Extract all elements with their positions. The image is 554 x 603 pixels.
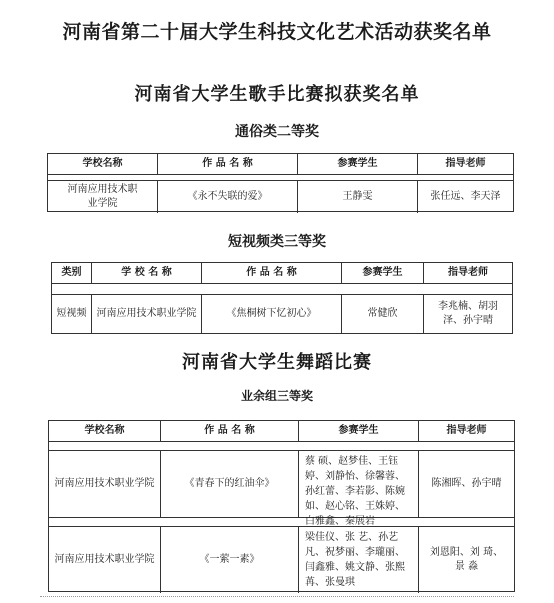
dance-section-title: 河南省大学生舞蹈比赛 — [182, 352, 372, 373]
row-gap — [52, 284, 512, 295]
header-category: 类别 — [52, 263, 92, 283]
cell-work: 《永不失联的爱》 — [158, 181, 298, 213]
video-subtitle: 短视频类三等奖 — [228, 234, 326, 250]
table-row — [48, 181, 513, 213]
header-school: 学校名称 — [49, 421, 161, 441]
header-work: 作 品 名 称 — [202, 263, 342, 283]
table-header — [49, 421, 514, 442]
header-student: 参赛学生 — [299, 421, 419, 441]
singer-section-title: 河南省大学生歌手比赛拟获奖名单 — [134, 84, 420, 105]
cell-student: 王静雯 — [298, 181, 418, 213]
header-student: 参赛学生 — [298, 154, 418, 174]
row-gap — [49, 518, 514, 527]
cell-teacher: 李兆楠、胡羽泽、孙宇晴 — [438, 301, 498, 326]
header-student: 参赛学生 — [342, 263, 424, 283]
row-gap — [49, 442, 514, 451]
cell-work: 《青春下的红油伞》 — [161, 451, 299, 517]
cell-student: 常健欣 — [342, 295, 424, 333]
dance-table — [48, 420, 515, 592]
popular-subtitle: 通俗类二等奖 — [235, 124, 319, 140]
cell-school: 河南应用技术职业学院 — [48, 181, 158, 213]
amateur-subtitle: 业余组三等奖 — [240, 389, 313, 403]
cell-students: 蔡 硕、赵梦佳、王钰婷、刘静怡、徐馨蓉、孙红蕾、李若影、陈婉如、赵心铭、王姝婷、白雅鑫、秦展岩 — [299, 451, 419, 517]
header-teacher: 指导老师 — [446, 425, 487, 436]
main-title: 河南省第二十届大学生科技文化艺术活动获奖名单 — [62, 21, 492, 43]
cell-school: 河南应用技术职业学院 — [49, 451, 161, 517]
header-school: 学校名称 — [48, 154, 158, 174]
table-header — [48, 154, 513, 175]
popular-table — [47, 153, 514, 212]
page-cutoff-line — [40, 596, 514, 597]
video-table — [51, 262, 513, 334]
cell-teacher: 刘恩阳、刘 琦、景 淼 — [429, 547, 504, 572]
cell-teacher: 张任远、李天泽 — [430, 191, 501, 202]
table-header — [52, 263, 512, 284]
header-teacher: 指导老师 — [448, 267, 488, 278]
header-work: 作 品 名 称 — [161, 421, 299, 441]
header-work: 作 品 名 称 — [158, 154, 298, 174]
cell-work: 《焦桐树下忆初心》 — [202, 295, 342, 333]
header-school: 学 校 名 称 — [92, 263, 202, 283]
cell-category: 短视频 — [52, 295, 92, 333]
table-row — [49, 451, 514, 527]
cell-work: 《一萦一素》 — [161, 527, 299, 593]
table-row — [52, 295, 512, 333]
header-teacher: 指导老师 — [445, 158, 486, 169]
cell-teacher: 陈湘晖、孙宇晴 — [431, 478, 502, 489]
table-row — [49, 527, 514, 593]
cell-school: 河南应用技术职业学院 — [49, 527, 161, 593]
cell-school: 河南应用技术职业学院 — [92, 295, 202, 333]
cell-students: 梁佳仪、张 艺、孙艺凡、祝梦丽、李瓏丽、闫鑫雅、姚文静、张熙苒、张曼琪 — [299, 527, 419, 593]
